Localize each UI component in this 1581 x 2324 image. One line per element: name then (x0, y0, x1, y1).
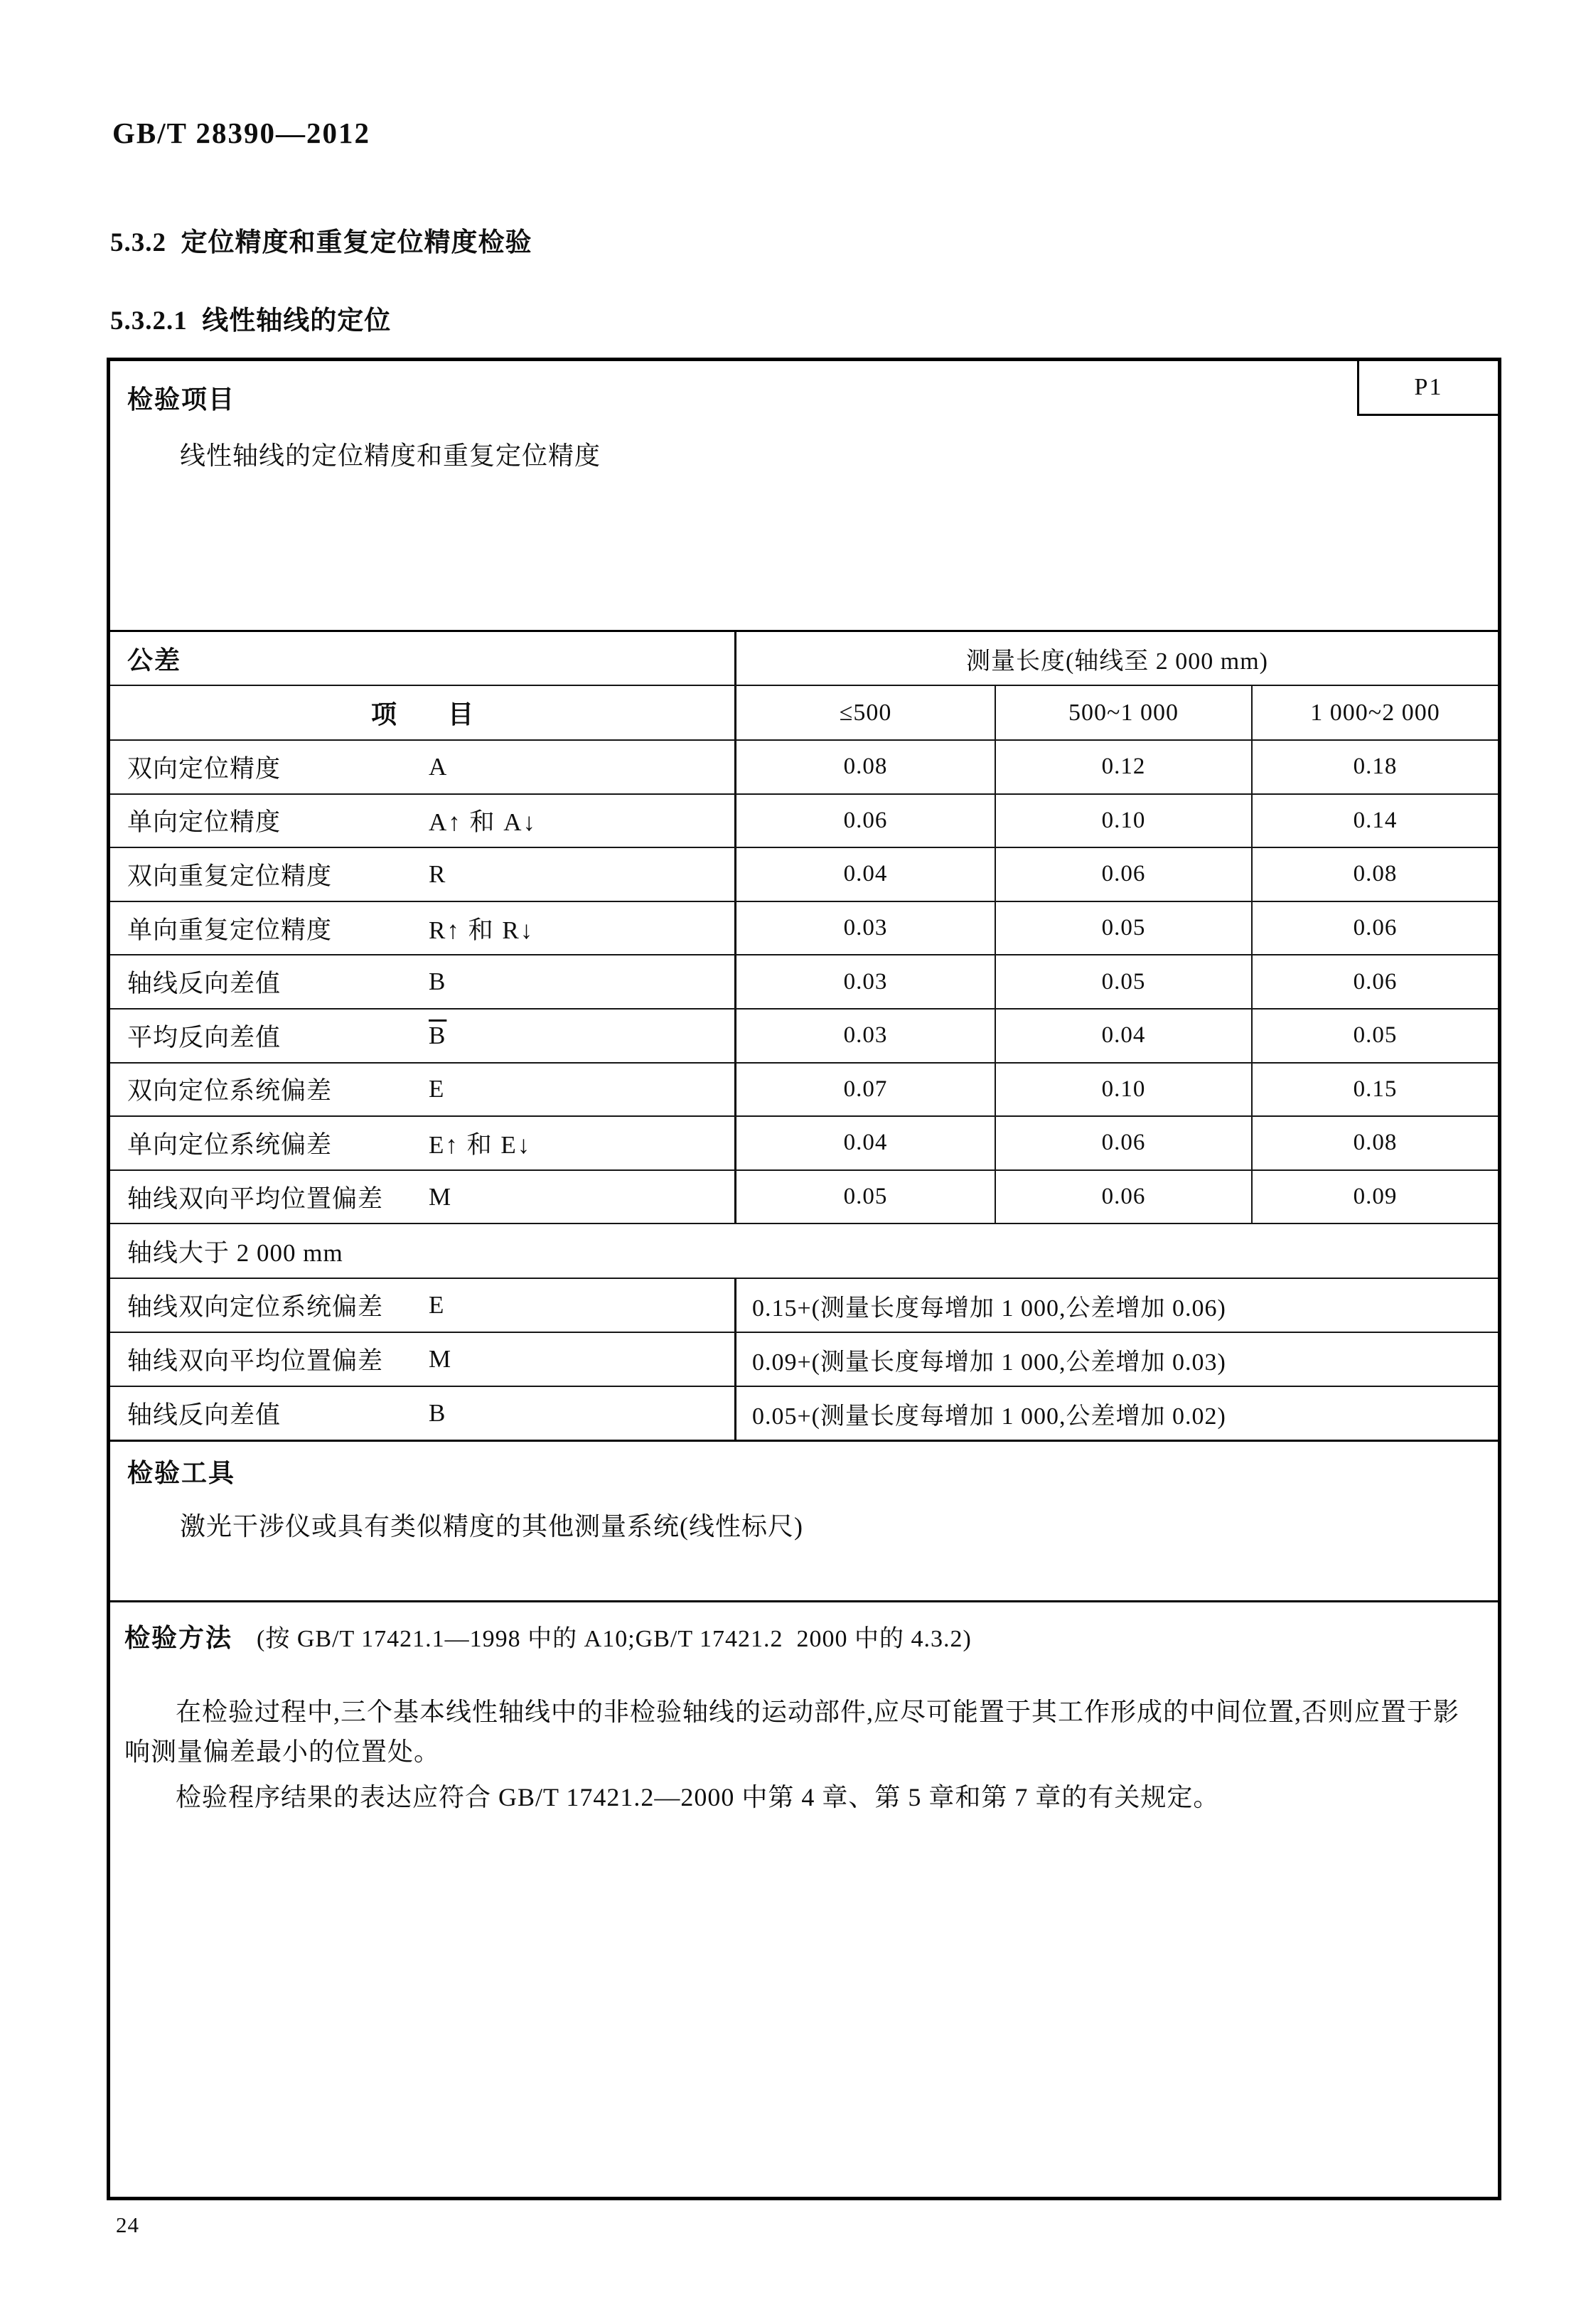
section-heading: 5.3.2 定位精度和重复定位精度检验 (110, 228, 532, 257)
table-row (110, 954, 1498, 1008)
row-symbol: R↑ 和 R↓ (429, 916, 535, 944)
tolerance-value: 0.05 (736, 1171, 996, 1223)
row-symbol: $\overline{B}$ (429, 1021, 447, 1049)
tolerance-value: 0.03 (736, 902, 996, 955)
row-symbol: A (429, 752, 449, 781)
row-symbol: B (429, 968, 447, 996)
row-label: 单向重复定位精度 (127, 916, 333, 944)
tolerance-value: 0.14 (1353, 807, 1398, 833)
row-label-cell (110, 1279, 736, 1332)
row-label: 双向定位系统偏差 (127, 1077, 333, 1105)
row-symbol: M (429, 1182, 453, 1211)
row-symbol: M (429, 1345, 453, 1373)
row-label: 轴线双向平均位置偏差 (127, 1347, 384, 1376)
tolerance-value: 0.04 (996, 1010, 1253, 1062)
tolerance-rows (110, 739, 1498, 1223)
method-label: 检验方法 (124, 1624, 233, 1653)
row-label: 双向定位精度 (127, 754, 282, 783)
tolerance-value: 0.05 (996, 902, 1253, 955)
row-symbol: B (429, 1399, 447, 1428)
inspection-item-label: 检验项目 (127, 385, 236, 414)
row-symbol: E (429, 1075, 446, 1103)
tolerance-value: 0.10 (996, 1064, 1253, 1116)
tolerance-value: 0.05 (1353, 1022, 1398, 1049)
tools-section (110, 1440, 1498, 1600)
tolerance-value: 0.07 (736, 1064, 996, 1116)
formula-value: 0.15+(测量长度每增加 1 000,公差增加 0.06) (752, 1295, 1226, 1322)
row-label: 轴线双向平均位置偏差 (127, 1184, 384, 1213)
tolerance-label: 公差 (127, 646, 182, 675)
row-label: 轴线反向差值 (127, 970, 282, 998)
row-label-cell (110, 1171, 736, 1223)
range-header: 500~1 000 (996, 686, 1253, 739)
over-2000-row: 轴线大于 2 000 mm (110, 1223, 1498, 1278)
tools-text: 激光干涉仪或具有类似精度的其他测量系统(线性标尺) (180, 1512, 803, 1541)
table-row (110, 1278, 1498, 1332)
tolerance-value: 0.03 (736, 1010, 996, 1062)
tolerance-value: 0.04 (736, 848, 996, 901)
tolerance-header-row (110, 630, 1498, 685)
table-row (110, 1169, 1498, 1223)
table-row (110, 739, 1498, 793)
tolerance-value: 0.12 (996, 741, 1253, 793)
formula-rows (110, 1278, 1498, 1440)
tolerance-value: 0.08 (736, 741, 996, 793)
row-symbol: E (429, 1291, 446, 1319)
grade-badge: P1 (1357, 361, 1498, 416)
row-label-cell (110, 795, 736, 847)
table-row (110, 1115, 1498, 1169)
inspection-item-text: 线性轴线的定位精度和重复定位精度 (180, 441, 601, 470)
method-paragraph: 检验程序结果的表达应符合 GB/T 17421.2—2000 中第 4 章、第 5 章和第 7 章的有关规定。 (176, 1782, 1220, 1811)
tolerance-value: 0.04 (736, 1117, 996, 1169)
formula-value: 0.05+(测量长度每增加 1 000,公差增加 0.02) (752, 1403, 1226, 1430)
table-row (110, 793, 1498, 847)
row-label-cell (110, 741, 736, 793)
tolerance-value: 0.06 (736, 795, 996, 847)
row-label-cell (110, 1064, 736, 1116)
tolerance-value: 0.06 (996, 1117, 1253, 1169)
formula-value: 0.09+(测量长度每增加 1 000,公差增加 0.03) (752, 1349, 1226, 1376)
tolerance-value: 0.08 (1353, 1130, 1398, 1156)
subsection-heading: 5.3.2.1 线性轴线的定位 (110, 306, 392, 336)
row-label: 单向定位精度 (127, 808, 282, 837)
tools-label: 检验工具 (127, 1459, 236, 1488)
method-text: (按 GB/T 17421.1—1998 中的 A10;GB/T 17421.2 2000 中的 4.3.2) (257, 1626, 972, 1653)
inspection-table (107, 358, 1501, 2200)
row-symbol: R (429, 860, 447, 888)
tolerance-value: 0.10 (996, 795, 1253, 847)
row-label-cell (110, 1333, 736, 1386)
table-row (110, 1062, 1498, 1116)
method-paragraphs (124, 1693, 1477, 1817)
row-label: 双向重复定位精度 (127, 862, 333, 890)
measure-length-header: 测量长度(轴线至 2 000 mm) (965, 648, 1269, 675)
row-label-cell (110, 955, 736, 1008)
tolerance-value: 0.06 (1353, 915, 1398, 941)
row-label: 单向定位系统偏差 (127, 1130, 333, 1159)
method-paragraph: 在检验过程中,三个基本线性轴线中的非检验轴线的运动部件,应尽可能置于其工作形成的中间位置,否则应置于影响测量偏差最小的位置处。 (124, 1698, 1460, 1767)
row-label-cell (110, 1010, 736, 1062)
tolerance-value: 0.15 (1353, 1076, 1398, 1102)
page-number: 24 (116, 2212, 139, 2237)
tolerance-value: 0.09 (1353, 1184, 1398, 1210)
tolerance-value: 0.18 (1353, 754, 1398, 780)
tolerance-value: 0.08 (1353, 861, 1398, 887)
row-label-cell (110, 848, 736, 901)
tolerance-value: 0.03 (736, 955, 996, 1008)
doc-number: GB/T 28390—2012 (112, 117, 370, 149)
row-label: 轴线双向定位系统偏差 (127, 1293, 384, 1322)
tolerance-value: 0.06 (1353, 968, 1398, 995)
tolerance-label-cell (110, 632, 736, 685)
method-line (124, 1618, 1477, 1654)
tolerance-value: 0.06 (996, 848, 1253, 901)
table-row (110, 847, 1498, 901)
row-label: 轴线反向差值 (127, 1401, 282, 1430)
table-row (110, 1008, 1498, 1062)
range-header: ≤500 (736, 686, 996, 739)
table-row (110, 1386, 1498, 1440)
row-label-cell (110, 902, 736, 955)
inspection-item-section (110, 361, 1498, 630)
method-section (110, 1600, 1498, 2197)
row-symbol: A↑ 和 A↓ (429, 808, 537, 837)
row-symbol: E↑ 和 E↓ (429, 1130, 532, 1159)
row-label-cell (110, 1117, 736, 1169)
table-row (110, 901, 1498, 955)
item-header: 项 目 (110, 686, 736, 739)
table-row (110, 1332, 1498, 1386)
column-header-row (110, 685, 1498, 739)
row-label-cell (110, 1387, 736, 1440)
range-header: 1 000~2 000 (1310, 699, 1440, 726)
tolerance-value: 0.05 (996, 955, 1253, 1008)
tolerance-value: 0.06 (996, 1171, 1253, 1223)
row-label: 平均反向差值 (127, 1023, 282, 1051)
